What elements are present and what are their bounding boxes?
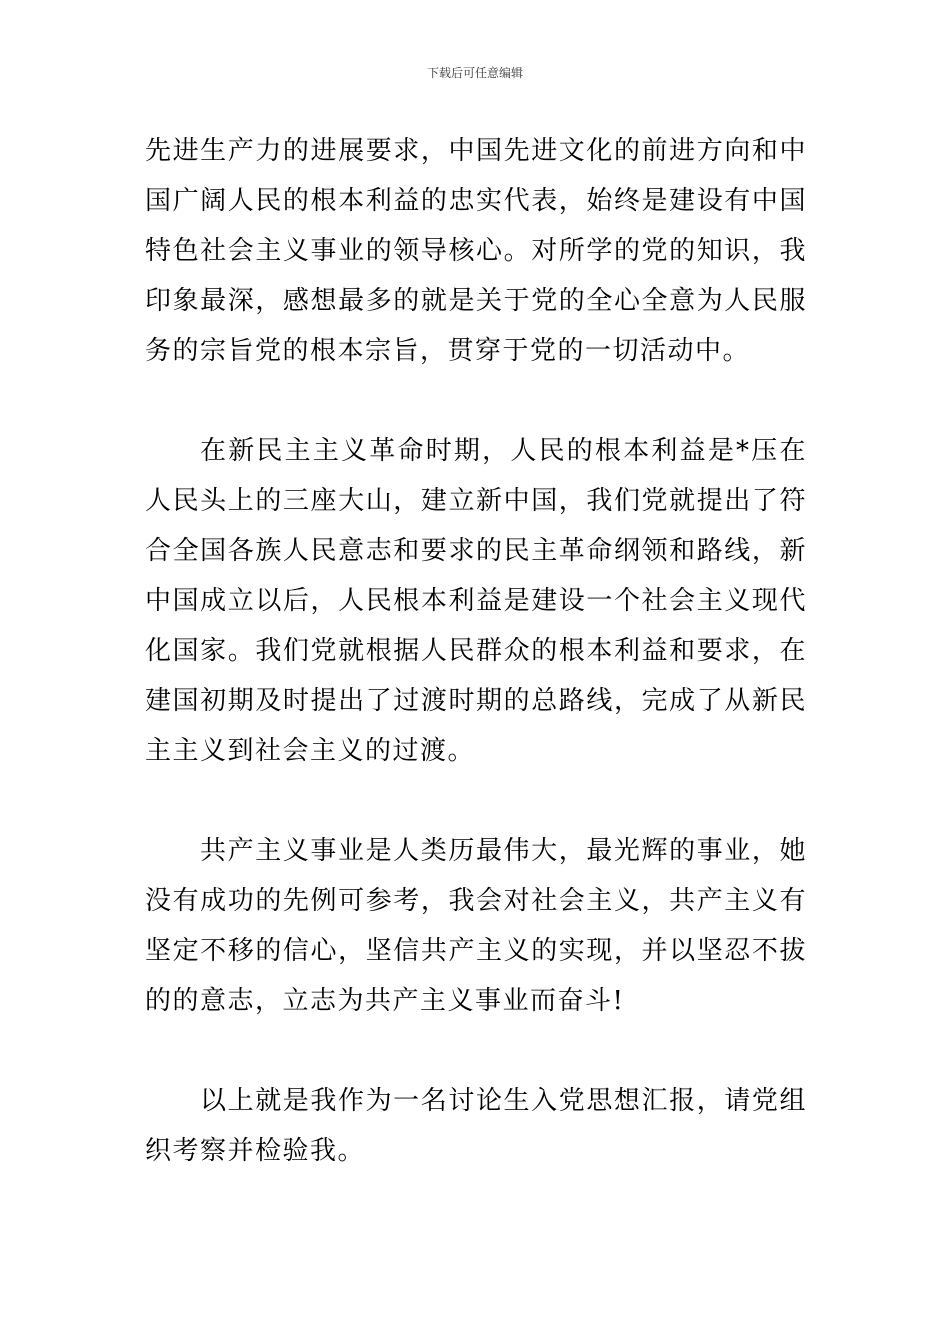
paragraph-2: 在新民主主义革命时期，人民的根本利益是*压在人民头上的三座大山，建立新中国，我们党就提出了符合全国各族人民意志和要求的民主革命纲领和路线，新中国成立以后，人民根本利益是建设一个社会主义现代化国家。我们党就根据人民群众的根本利益和要求，在建国初期及时提出了过渡时期的总路线，完成了从新民主主义到社会主义的过渡。 [145,436,807,766]
paragraph-1: 先进生产力的进展要求，中国先进文化的前进方向和中国广阔人民的根本利益的忠实代表，始终是建设有中国特色社会主义事业的领导核心。对所学的党的知识，我印象最深，感想最多的就是关于党的全心全意为人民服务的宗旨党的根本宗旨，贯穿于党的一切活动中。 [145,136,807,366]
document-body [145,126,807,1176]
paragraph-4: 以上就是我作为一名讨论生入党思想汇报，请党组织考察并检验我。 [145,1086,807,1166]
paragraph-gap [145,776,807,826]
paragraph-gap [145,1026,807,1076]
page-header: 下载后可任意编辑 [426,66,523,80]
paragraph-gap [145,376,807,426]
paragraph-3: 共产主义事业是人类历最伟大，最光辉的事业，她没有成功的先例可参考，我会对社会主义，共产主义有坚定不移的信心，坚信共产主义的实现，并以坚忍不拔的的意志，立志为共产主义事业而奋斗! [145,836,807,1016]
